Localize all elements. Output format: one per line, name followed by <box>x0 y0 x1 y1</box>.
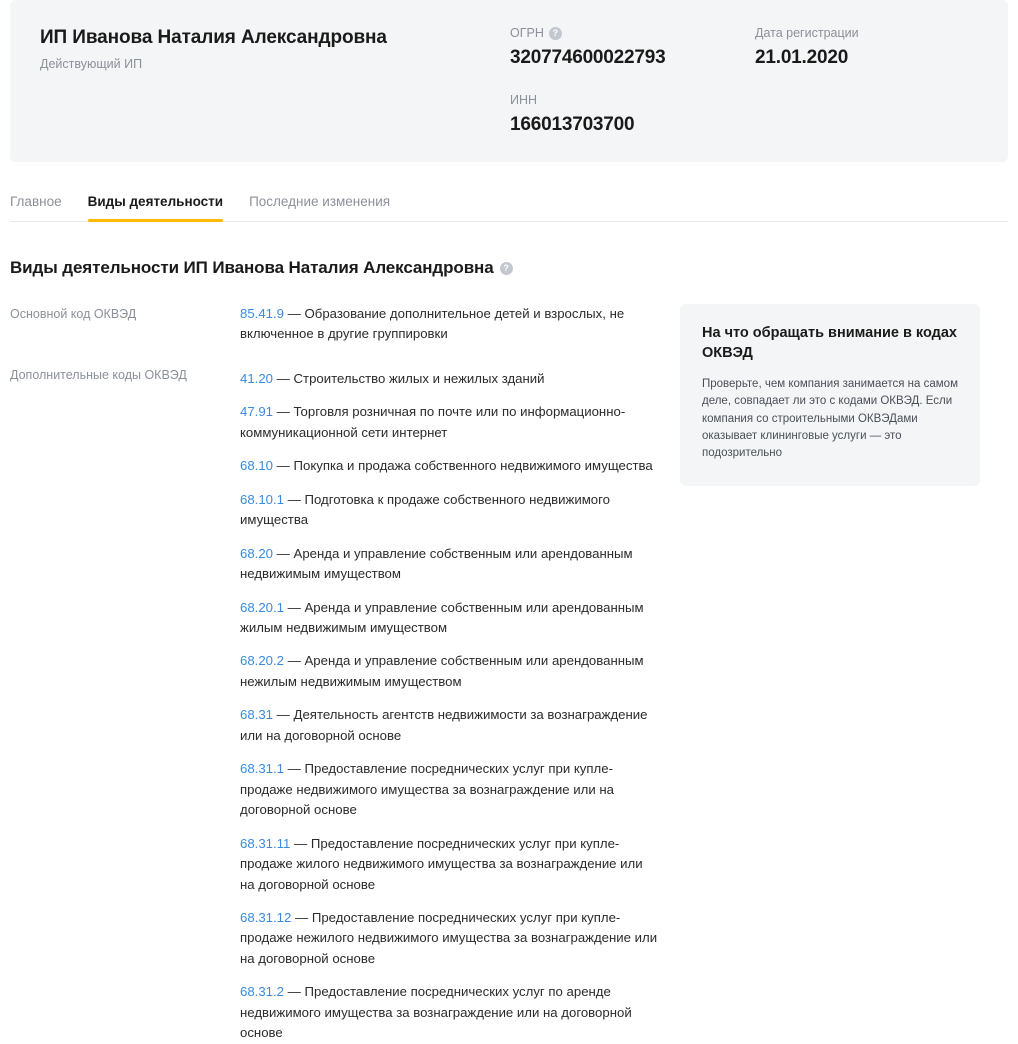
inn-label <box>510 93 755 108</box>
inn-label-text: ИНН <box>510 93 538 107</box>
status-badge: Действующий ИП <box>40 56 143 71</box>
okved-description: Аренда и управление собственным или арендованным жилым недвижимым имуществом <box>240 599 644 635</box>
info-card-text: Проверьте, чем компания занимается на самом деле, совпадает ли это с кодами ОКВЭД. Если компания со строительными ОКВЭДами оказывает клининговые услуги — это подозрительно <box>702 378 958 460</box>
ogrn-label-text: ОГРН <box>510 26 544 40</box>
okved-code-link[interactable]: 68.31.2 <box>240 984 284 1000</box>
okved-description: Покупка и продажа собственного недвижимого имущества <box>293 458 653 474</box>
label-additional-codes: Дополнительные коды ОКВЭД <box>10 367 187 382</box>
registration-date-block <box>755 22 978 69</box>
okved-code-link[interactable]: 68.31.11 <box>240 835 291 851</box>
okved-code-link[interactable]: 68.20.2 <box>240 653 284 669</box>
okved-code-link[interactable]: 68.20.1 <box>240 599 284 615</box>
activities-content <box>10 304 1008 1044</box>
reg-date-label-text: Дата регистрации <box>755 26 859 40</box>
okved-code-link[interactable]: 68.10.1 <box>240 491 284 507</box>
okved-codes-column <box>240 304 680 1044</box>
okved-description: Подготовка к продаже собственного недвижимого имущества <box>240 491 610 528</box>
list-item <box>240 834 660 895</box>
okved-code-link[interactable]: 68.20 <box>240 545 274 561</box>
list-item <box>240 705 660 746</box>
ogrn-value: 320774600022793 <box>510 47 666 68</box>
okved-code-link[interactable]: 47.91 <box>240 404 274 420</box>
list-item <box>240 908 660 969</box>
list-item <box>240 982 660 1043</box>
okved-dash: — <box>284 653 305 669</box>
section-title <box>10 258 1008 278</box>
okved-description: Строительство жилых и нежилых зданий <box>293 370 545 386</box>
list-item <box>240 598 660 639</box>
okved-code-link[interactable]: 68.31.1 <box>240 761 284 777</box>
okved-dash: — <box>284 306 305 321</box>
tab-recent-changes[interactable]: Последние изменения <box>249 194 391 209</box>
okved-code-link[interactable]: 85.41.9 <box>240 306 284 321</box>
okved-description: Аренда и управление собственным или арендованным нежилым недвижимым имуществом <box>240 653 644 689</box>
ogrn-block <box>510 26 755 69</box>
okved-code-link[interactable]: 68.31 <box>240 707 274 723</box>
okved-dash: — <box>273 545 294 561</box>
inn-block <box>510 93 755 136</box>
label-main-code: Основной код ОКВЭД <box>10 307 137 321</box>
okved-description: Предоставление посреднических услуг при купле-продаже нежилого недвижимого имущества за вознаграждение или на договорной основе <box>240 909 658 966</box>
reg-date-label <box>755 26 978 41</box>
help-icon[interactable]: ? <box>549 27 562 40</box>
okved-description: Аренда и управление собственным или арендованным недвижимым имуществом <box>240 545 633 582</box>
list-item <box>240 759 660 820</box>
row-labels-column <box>10 304 240 384</box>
okved-description: Деятельность агентств недвижимости за вознаграждение или на договорной основе <box>240 707 648 743</box>
registration-numbers <box>510 22 755 136</box>
okved-dash: — <box>273 707 294 723</box>
info-card-title: На что обращать внимание в кодах ОКВЭД <box>702 325 957 361</box>
okved-dash: — <box>290 835 311 851</box>
okved-dash: — <box>291 909 312 925</box>
company-header-card <box>10 0 1008 162</box>
info-card <box>680 304 980 486</box>
tab-activities[interactable]: Виды деятельности <box>88 190 224 221</box>
aside-column <box>680 304 980 486</box>
okved-description: Образование дополнительное детей и взрослых, не включенное в другие группировки <box>240 306 625 342</box>
okved-description: Предоставление посреднических услуг по аренде недвижимого имущества за вознаграждение или на договорной основе <box>240 984 632 1041</box>
section-title-text: Виды деятельности ИП Иванова Наталия Александровна <box>10 258 494 277</box>
okved-dash: — <box>273 458 294 474</box>
okved-dash: — <box>273 404 294 420</box>
list-item <box>240 402 660 443</box>
okved-code-link[interactable]: 41.20 <box>240 370 274 386</box>
okved-description: Предоставление посреднических услуг при купле-продаже жилого недвижимого имущества за вознаграждение или на договорной основе <box>240 835 643 892</box>
tab-main[interactable]: Главное <box>10 194 62 209</box>
ogrn-label <box>510 26 755 41</box>
okved-dash: — <box>284 984 305 1000</box>
tab-bar <box>10 190 1008 222</box>
list-item <box>240 456 660 476</box>
okved-code-link[interactable]: 68.31.12 <box>240 909 292 925</box>
okved-dash: — <box>284 599 305 615</box>
list-item <box>240 490 660 531</box>
okved-description: Предоставление посреднических услуг при купле-продаже недвижимого имущества за вознаграждение или на договорной основе <box>240 761 615 818</box>
okved-code-link[interactable]: 68.10 <box>240 458 274 474</box>
list-item <box>240 651 660 692</box>
page-title: ИП Иванова Наталия Александровна <box>40 27 387 48</box>
list-item <box>240 369 660 389</box>
inn-value: 166013703700 <box>510 114 635 135</box>
okved-description: Торговля розничная по почте или по информационно-коммуникационной сети интернет <box>240 404 626 440</box>
list-item <box>240 304 660 345</box>
okved-dash: — <box>273 370 294 386</box>
reg-date-value: 21.01.2020 <box>755 47 849 68</box>
help-icon[interactable]: ? <box>500 262 513 275</box>
company-identity <box>40 22 510 71</box>
okved-dash: — <box>284 761 305 777</box>
okved-dash: — <box>284 491 305 507</box>
list-item <box>240 544 660 585</box>
